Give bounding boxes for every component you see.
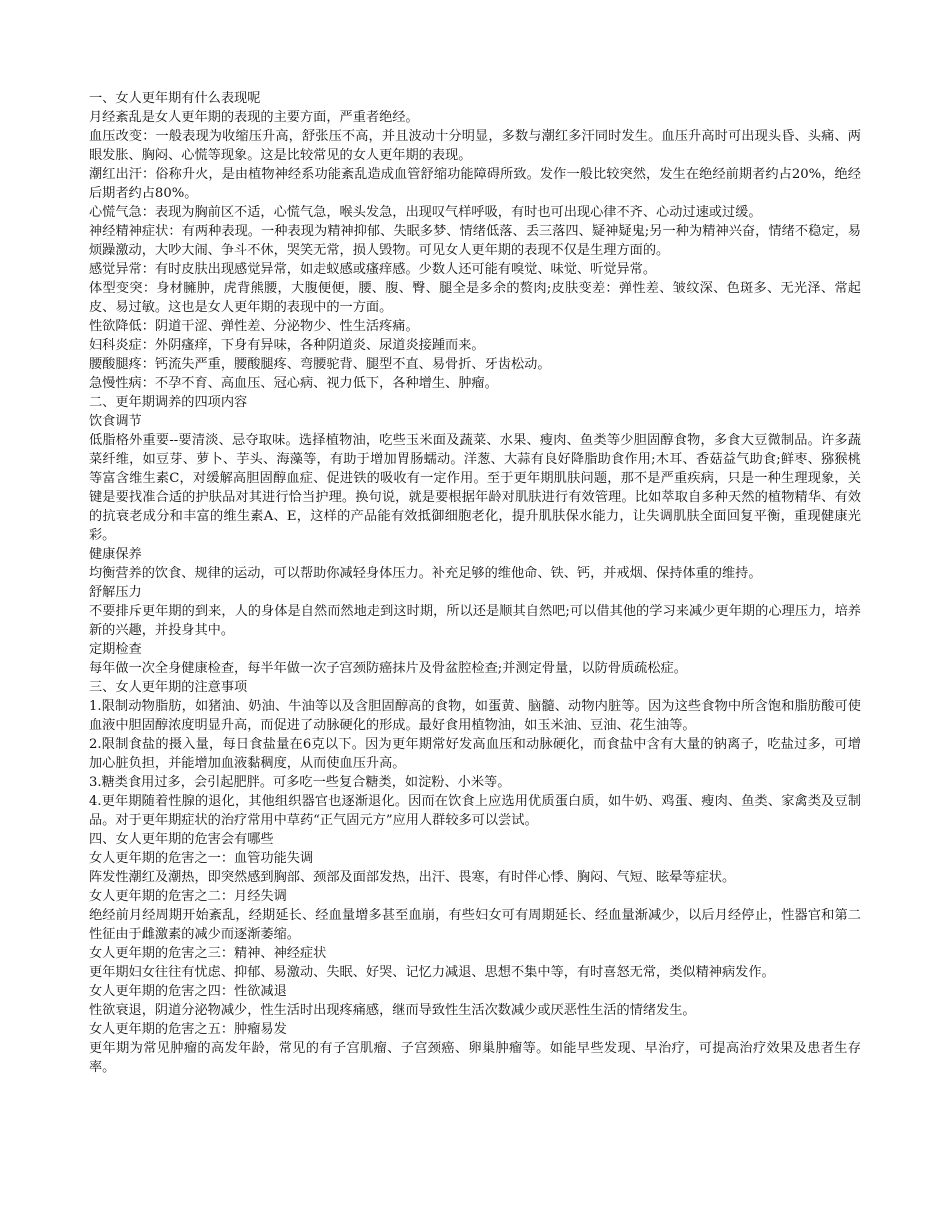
subheading-harm-3: 女人更年期的危害之三：精神、神经症状 <box>89 946 327 961</box>
list-item: 1.限制动物脂肪，如猪油、奶油、牛油等以及含胆固醇高的食物，如蛋黄、脑髓、动物内脏等。因为这些食物中所含饱和脂肪酸可使血液中胆固醇浓度明显升高，而促进了动脉硬化的形成。最好食用植物油，如玉米油、豆油、花生油等。 <box>89 699 861 733</box>
subheading-health: 健康保养 <box>89 547 142 562</box>
list-item: 4.更年期随着性腺的退化，其他组织器官也逐渐退化。因而在饮食上应选用优质蛋白质，如牛奶、鸡蛋、瘦肉、鱼类、家禽类及豆制品。对于更年期症状的治疗常用中草药“正气固元方”应用人群较多可以尝试。 <box>89 794 861 828</box>
paragraph: 均衡营养的饮食、规律的运动，可以帮助你减轻身体压力。补充足够的维他命、铁、钙，并戒烟、保持体重的维持。 <box>89 566 762 581</box>
section-heading-1: 一、女人更年期有什么表现呢 <box>89 91 261 106</box>
paragraph: 性欲衰退，阴道分泌物减少，性生活时出现疼痛感，继而导致性生活次数减少或厌恶性生活的情绪发生。 <box>89 1003 696 1018</box>
section-heading-2: 二、更年期调养的四项内容 <box>89 395 248 410</box>
paragraph: 更年期妇女往往有忧虑、抑郁、易激动、失眠、好哭、记忆力减退、思想不集中等，有时喜怒无常，类似精神病发作。 <box>89 965 775 980</box>
list-item: 2.限制食盐的摄入量，每日食盐量在6克以下。因为更年期常好发高血压和动脉硬化，而食盐中含有大量的钠离子，吃盐过多，可增加心脏负担，并能增加血液黏稠度，从而使血压升高。 <box>89 737 861 771</box>
subheading-harm-5: 女人更年期的危害之五：肿瘤易发 <box>89 1022 287 1037</box>
paragraph: 低脂格外重要--要清淡、忌夺取味。选择植物油，吃些玉米面及蔬菜、水果、瘦肉、鱼类等少胆固醇食物，多食大豆微制品。许多蔬菜纤维，如豆芽、萝卜、芋头、海藻等，有助于增加胃肠蠕动。洋葱、大蒜有良好降脂助食作用;木耳、香菇益气助食;鲜枣、猕猴桃等富含维生素C，对缓解高胆固醇血症、促进铁的吸收有一定作用。至于更年期肌肤问题，那不是严重疾病，只是一种生理现象，关键是要找准合适的护肤品对其进行恰当护理。换句说，就是要根据年龄对肌肤进行有效管理。比如萃取自多种天然的植物精华、有效的抗衰老成分和丰富的维生素A、E，这样的产品能有效抵御细胞老化，提升肌肤保水能力，让失调肌肤全面回复平衡，重现健康光彩。 <box>89 433 861 543</box>
paragraph: 每年做一次全身健康检查，每半年做一次子宫颈防癌抹片及骨盆腔检查;并测定骨量，以防骨质疏松症。 <box>89 661 687 676</box>
paragraph: 妇科炎症：外阴瘙痒，下身有异味，各种阴道炎、尿道炎接踵而来。 <box>89 338 485 353</box>
paragraph: 腰酸腿疼：钙流失严重，腰酸腿疼、弯腰驼背、腿型不直、易骨折、牙齿松动。 <box>89 357 551 372</box>
paragraph: 月经紊乱是女人更年期的表现的主要方面，严重者绝经。 <box>89 110 419 125</box>
paragraph: 性欲降低：阴道干涩、弹性差、分泌物少、性生活疼痛。 <box>89 319 419 334</box>
subheading-harm-2: 女人更年期的危害之二：月经失调 <box>89 889 287 904</box>
paragraph: 更年期为常见肿瘤的高发年龄，常见的有子宫肌瘤、子宫颈癌、卵巢肿瘤等。如能早些发现、早治疗，可提高治疗效果及患者生存率。 <box>89 1041 861 1075</box>
list-item: 3.糖类食用过多，会引起肥胖。可多吃一些复合糖类，如淀粉、小米等。 <box>89 775 511 790</box>
paragraph: 心慌气急：表现为胸前区不适，心慌气急，喉头发急，出现叹气样呼吸，有时也可出现心律不齐、心动过速或过缓。 <box>89 205 762 220</box>
paragraph: 血压改变：一般表现为收缩压升高，舒张压不高，并且波动十分明显，多数与潮红多汗同时发生。血压升高时可出现头昏、头痛、两眼发胀、胸闷、心慌等现象。这是比较常见的女人更年期的表现。 <box>89 129 861 163</box>
section-heading-4: 四、女人更年期的危害会有哪些 <box>89 832 274 847</box>
subheading-stress: 舒解压力 <box>89 585 142 600</box>
subheading-diet: 饮食调节 <box>89 414 142 429</box>
paragraph: 不要排斥更年期的到来，人的身体是自然而然地走到这时期，所以还是顺其自然吧;可以借其他的学习来减少更年期的心理压力，培养新的兴趣，并投身其中。 <box>89 604 861 638</box>
paragraph: 感觉异常：有时皮肤出现感觉异常，如走蚁感或瘙痒感。少数人还可能有嗅觉、味觉、听觉异常。 <box>89 262 657 277</box>
document-body <box>89 89 861 1077</box>
section-heading-3: 三、女人更年期的注意事项 <box>89 680 248 695</box>
paragraph: 急慢性病：不孕不育、高血压、冠心病、视力低下，各种增生、肿瘤。 <box>89 376 498 391</box>
subheading-checkup: 定期检查 <box>89 642 142 657</box>
paragraph: 神经精神症状：有两种表现。一种表现为精神抑郁、失眠多梦、情绪低落、丢三落四、疑神疑鬼;另一种为精神兴奋，情绪不稳定，易烦躁激动，大吵大闹、争斗不休，哭笑无常，损人毁物。可见女人更年期的表现不仅是生理方面的。 <box>89 224 861 258</box>
paragraph: 体型变突：身材臃肿，虎背熊腰，大腹便便，腰、腹、臀、腿全是多余的赘肉;皮肤变差：弹性差、皱纹深、色斑多、无光泽、常起皮、易过敏。这也是女人更年期的表现中的一方面。 <box>89 281 861 315</box>
paragraph: 潮红出汗：俗称升火，是由植物神经系功能紊乱造成血管舒缩功能障碍所致。发作一般比较突然，发生在绝经前期者约占20%，绝经后期者约占80%。 <box>89 167 861 201</box>
paragraph: 绝经前月经周期开始紊乱，经期延长、经血量增多甚至血崩，有些妇女可有周期延长、经血量渐减少，以后月经停止，性器官和第二性征由于雌激素的减少而逐渐萎缩。 <box>89 908 861 942</box>
subheading-harm-1: 女人更年期的危害之一：血管功能失调 <box>89 851 314 866</box>
paragraph: 阵发性潮红及潮热，即突然感到胸部、颈部及面部发热，出汗、畏寒，有时伴心悸、胸闷、气短、眩晕等症状。 <box>89 870 736 885</box>
subheading-harm-4: 女人更年期的危害之四：性欲减退 <box>89 984 287 999</box>
